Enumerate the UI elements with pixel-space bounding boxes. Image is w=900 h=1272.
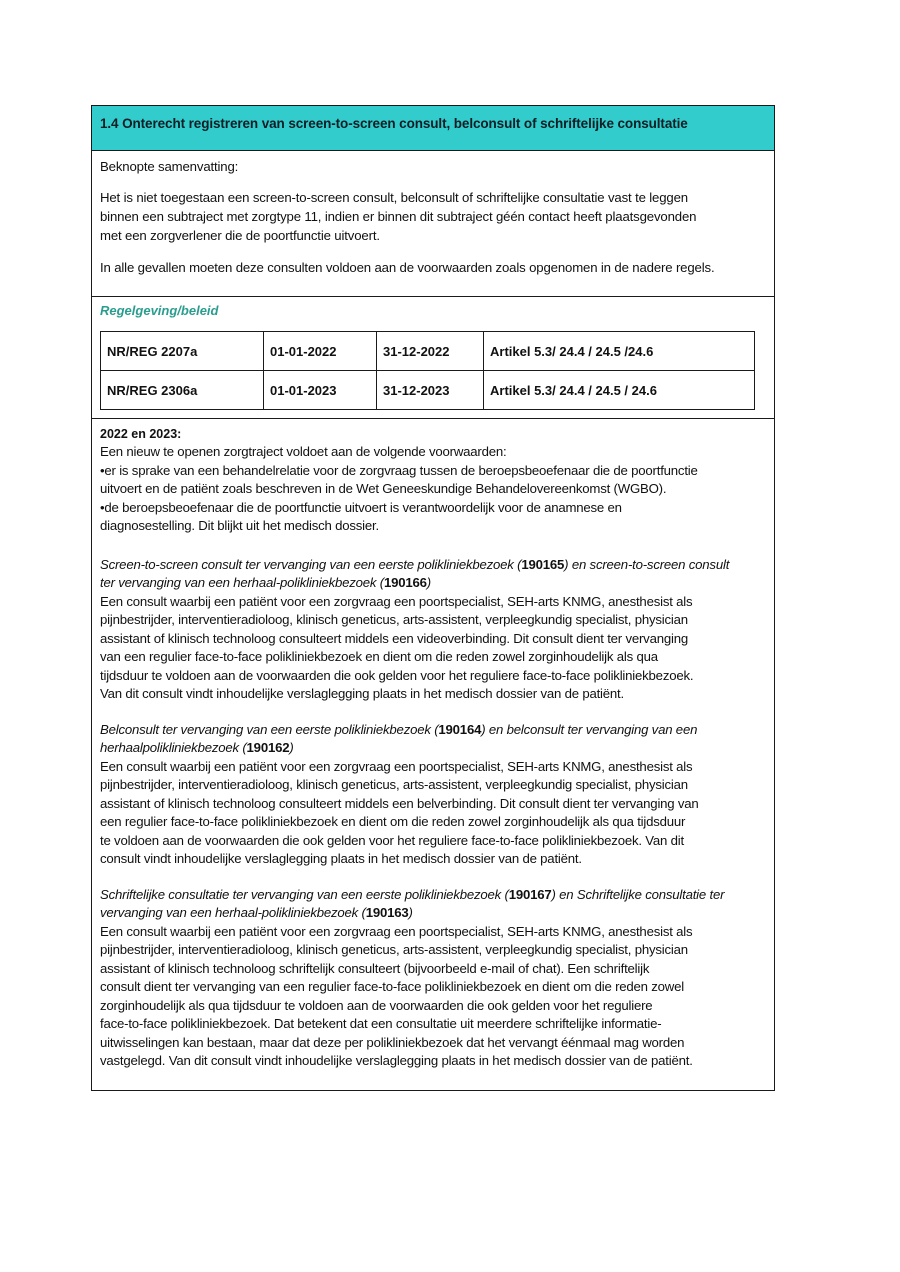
block-line: face-to-face polikliniekbezoek. Dat betekent dat een consultatie uit meerdere schriftelijke informatie- — [100, 1016, 662, 1031]
procedure-code: 190166 — [383, 575, 427, 590]
regulation-articles: Artikel 5.3/ 24.4 / 24.5 /24.6 — [484, 332, 755, 371]
block-title — [100, 904, 766, 923]
summary-line: binnen een subtraject met zorgtype 11, indien er binnen dit subtraject géén contact heeft plaatsgevonden — [100, 209, 697, 224]
title-text: Belconsult ter vervanging van een eerste polikliniekbezoek ( — [100, 721, 439, 737]
procedure-code: 190165 — [521, 556, 565, 572]
block-line: assistant of klinisch technoloog schriftelijk consulteert (bijvoorbeeld e-mail of chat). Een schriftelijk — [100, 960, 650, 976]
summary-line: met een zorgverlener die de poortfunctie uitvoert. — [100, 228, 380, 243]
block-line: Van dit consult vindt inhoudelijke verslaglegging plaats in het medisch dossier van de patiënt. — [100, 686, 624, 701]
block-line: assistant of klinisch technoloog consulteert middels een videoverbinding. Dit consult dient ter vervanging — [100, 630, 688, 646]
conditions-line: diagnosestelling. Dit blijkt uit het medisch dossier. — [100, 518, 379, 533]
block-line: Een consult waarbij een patiënt voor een zorgvraag een poortspecialist, SEH-arts KNMG, anesthesist als — [100, 758, 693, 774]
block-line: Een consult waarbij een patiënt voor een zorgvraag een poortspecialist, SEH-arts KNMG, anesthesist als — [100, 593, 693, 609]
block-line: pijnbestrijder, interventieradioloog, klinisch geneticus, arts-assistent, verpleegkundig specialist, physician — [100, 777, 688, 792]
procedure-code: 190162 — [246, 740, 290, 755]
block-line: van een regulier face-to-face polikliniekbezoek en dient om die reden zowel zorginhoudelijk als qua — [100, 649, 658, 664]
summary-paragraph-2: In alle gevallen moeten deze consulten voldoen aan de voorwaarden zoals opgenomen in de nadere regels. — [100, 260, 715, 275]
block-title — [100, 574, 766, 593]
summary-label: Beknopte samenvatting: — [100, 159, 239, 174]
block-title — [100, 886, 766, 905]
title-text: Screen-to-screen consult ter vervanging van een eerste polikliniekbezoek ( — [100, 556, 522, 572]
regulations-table — [100, 331, 755, 410]
block-line: pijnbestrijder, interventieradioloog, klinisch geneticus, arts-assistent, verpleegkundig specialist, physician — [100, 612, 688, 627]
summary-section — [92, 151, 774, 297]
document-box — [91, 105, 775, 1091]
written-consultation-block — [100, 886, 766, 1071]
title-text: ter vervanging van een herhaal-polikliniekbezoek ( — [100, 575, 384, 590]
block-line: Een consult waarbij een patiënt voor een zorgvraag een poortspecialist, SEH-arts KNMG, anesthesist als — [100, 923, 693, 939]
regulation-end-date: 31-12-2023 — [377, 371, 484, 410]
title-text: herhaalpolikliniekbezoek ( — [100, 740, 247, 755]
conditions-line: Een nieuw te openen zorgtraject voldoet aan de volgende voorwaarden: — [100, 444, 507, 459]
conditions-line: uitvoert en de patiënt zoals beschreven in de Wet Geneeskundige Behandelovereenkomst (WGBO). — [100, 481, 667, 496]
block-line: te voldoen aan de voorwaarden die ook gelden voor het reguliere face-to-face polikliniekbezoek. Van dit — [100, 832, 684, 848]
title-text: Schriftelijke consultatie ter vervanging van een eerste polikliniekbezoek ( — [100, 886, 509, 902]
block-line: consult vindt inhoudelijke verslaglegging plaats in het medisch dossier van de patiënt. — [100, 851, 582, 866]
block-title — [100, 556, 766, 575]
block-line: vastgelegd. Van dit consult vindt inhoudelijke verslaglegging plaats in het medisch dossier van de patiënt. — [100, 1053, 693, 1068]
summary-line: Het is niet toegestaan een screen-to-screen consult, belconsult of schriftelijke consultatie vast te leggen — [100, 190, 688, 205]
block-line: pijnbestrijder, interventieradioloog, klinisch geneticus, arts-assistent, verpleegkundig specialist, physician — [100, 942, 688, 957]
screen-to-screen-block — [100, 556, 766, 704]
title-text: ) — [408, 905, 413, 920]
summary-paragraph-1 — [100, 188, 766, 245]
procedure-code: 190167 — [508, 886, 552, 902]
regulations-title: Regelgeving/beleid — [100, 303, 219, 318]
table-row — [101, 371, 755, 410]
conditions-section — [92, 419, 774, 1071]
table-row — [101, 332, 755, 371]
title-text: ) — [289, 740, 294, 755]
block-line: een regulier face-to-face polikliniekbezoek en dient om die reden zowel zorginhoudelijk als qua tijdsduur — [100, 814, 686, 829]
conditions-heading: 2022 en 2023: — [100, 427, 182, 441]
block-line: tijdsduur te voldoen aan de voorwaarden die ook gelden voor het reguliere face-to-face polikliniekbezoek. — [100, 667, 694, 683]
title-text: ) en belconsult ter vervanging van een — [481, 721, 698, 737]
block-title — [100, 721, 766, 740]
block-line: uitwisselingen kan bestaan, maar dat deze per polikliniekbezoek dat het vervangt éénmaal mag worden — [100, 1034, 685, 1050]
title-text: ) — [426, 575, 431, 590]
regulation-code: NR/REG 2306a — [101, 371, 264, 410]
belconsult-block — [100, 721, 766, 869]
title-text: ) en screen-to-screen consult — [564, 556, 730, 572]
regulation-code: NR/REG 2207a — [101, 332, 264, 371]
section-title: 1.4 Onterecht registreren van screen-to-screen consult, belconsult of schriftelijke consultatie — [100, 116, 688, 131]
regulation-articles: Artikel 5.3/ 24.4 / 24.5 / 24.6 — [484, 371, 755, 410]
regulations-section — [92, 297, 774, 419]
title-text: ) en Schriftelijke consultatie ter — [551, 886, 725, 902]
section-header — [92, 106, 774, 151]
regulation-start-date: 01-01-2023 — [264, 371, 377, 410]
regulation-start-date: 01-01-2022 — [264, 332, 377, 371]
conditions-bullet: •de beroepsbeoefenaar die de poortfunctie uitvoert is verantwoordelijk voor de anamnese en — [100, 499, 622, 515]
block-line: consult dient ter vervanging van een regulier face-to-face polikliniekbezoek en dient om die reden zowel — [100, 979, 684, 994]
title-text: vervanging van een herhaal-polikliniekbezoek ( — [100, 905, 366, 920]
procedure-code: 190163 — [365, 905, 409, 920]
block-title — [100, 739, 766, 758]
procedure-code: 190164 — [438, 721, 482, 737]
block-line: assistant of klinisch technoloog consulteert middels een belverbinding. Dit consult dient ter vervanging van — [100, 795, 699, 811]
conditions-bullet: •er is sprake van een behandelrelatie voor de zorgvraag tussen de beroepsbeoefenaar die de poortfunctie — [100, 462, 698, 478]
regulation-end-date: 31-12-2022 — [377, 332, 484, 371]
block-line: zorginhoudelijk als qua tijdsduur te voldoen aan de voorwaarden die ook gelden voor het reguliere — [100, 997, 653, 1013]
